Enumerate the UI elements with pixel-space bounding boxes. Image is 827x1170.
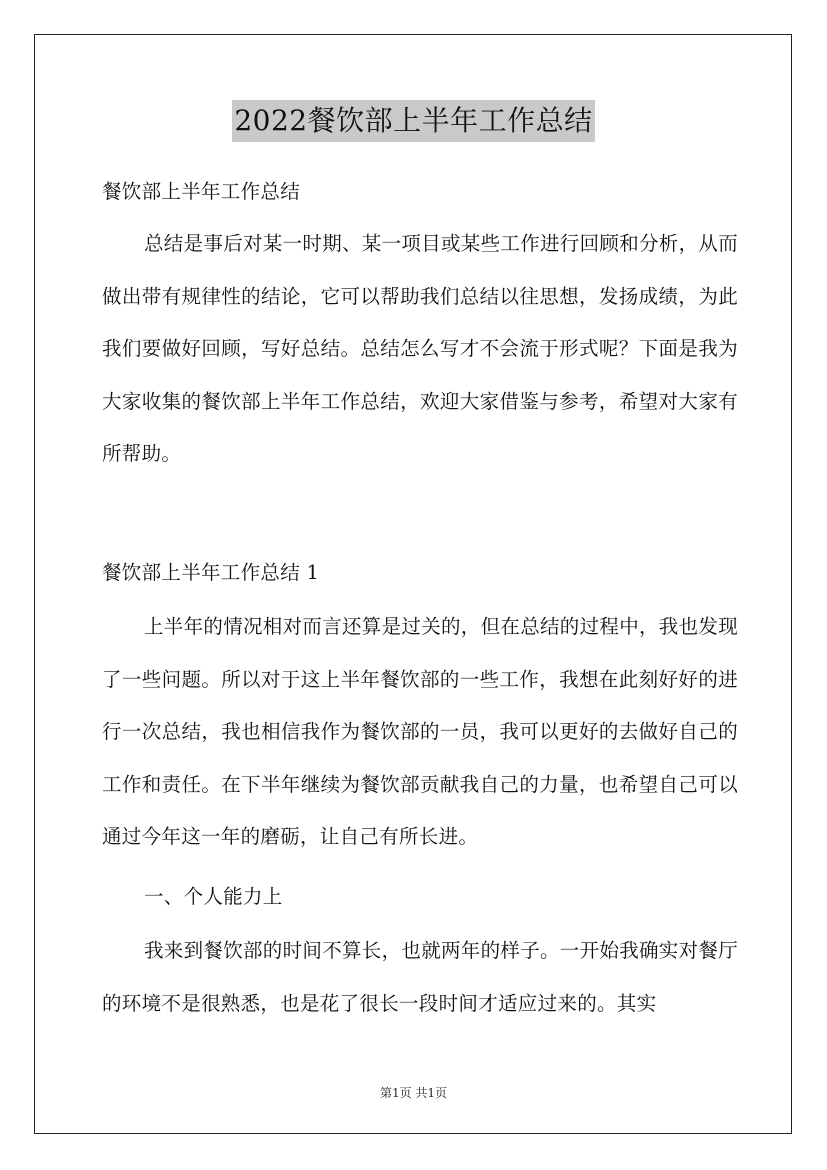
section-paragraph: 上半年的情况相对而言还算是过关的，但在总结的过程中，我也发现了一些问题。所以对于这上半年餐饮部的一些工作，我想在此刻好好的进行一次总结，我也相信我作为餐饮部的一员，我可以更好的去做好自己的工作和责任。在下半年继续为餐饮部贡献我自己的力量，也希望自己可以通过今年这一年的磨砺，让自己有所长进。 [102, 615, 739, 848]
document-title: 2022餐饮部上半年工作总结 [232, 100, 594, 142]
document-subtitle: 餐饮部上半年工作总结 [102, 180, 301, 203]
section-heading: 餐饮部上半年工作总结 1 [102, 561, 320, 584]
title-container [0, 100, 827, 142]
page-footer: 第1页 共1页 [379, 1086, 448, 1100]
subheading: 一、个人能力上 [144, 885, 283, 908]
intro-paragraph: 总结是事后对某一时期、某一项目或某些工作进行回顾和分析，从而做出带有规律性的结论，它可以帮助我们总结以往思想，发扬成绩，为此我们要做好回顾，写好总结。总结怎么写才不会流于形式呢？下面是我为大家收集的餐饮部上半年工作总结，欢迎大家借鉴与参考，希望对大家有所帮助。 [102, 232, 739, 465]
body-paragraph: 我来到餐饮部的时间不算长，也就两年的样子。一开始我确实对餐厅的环境不是很熟悉，也是花了很长一段时间才适应过来的。其实 [102, 939, 739, 1015]
